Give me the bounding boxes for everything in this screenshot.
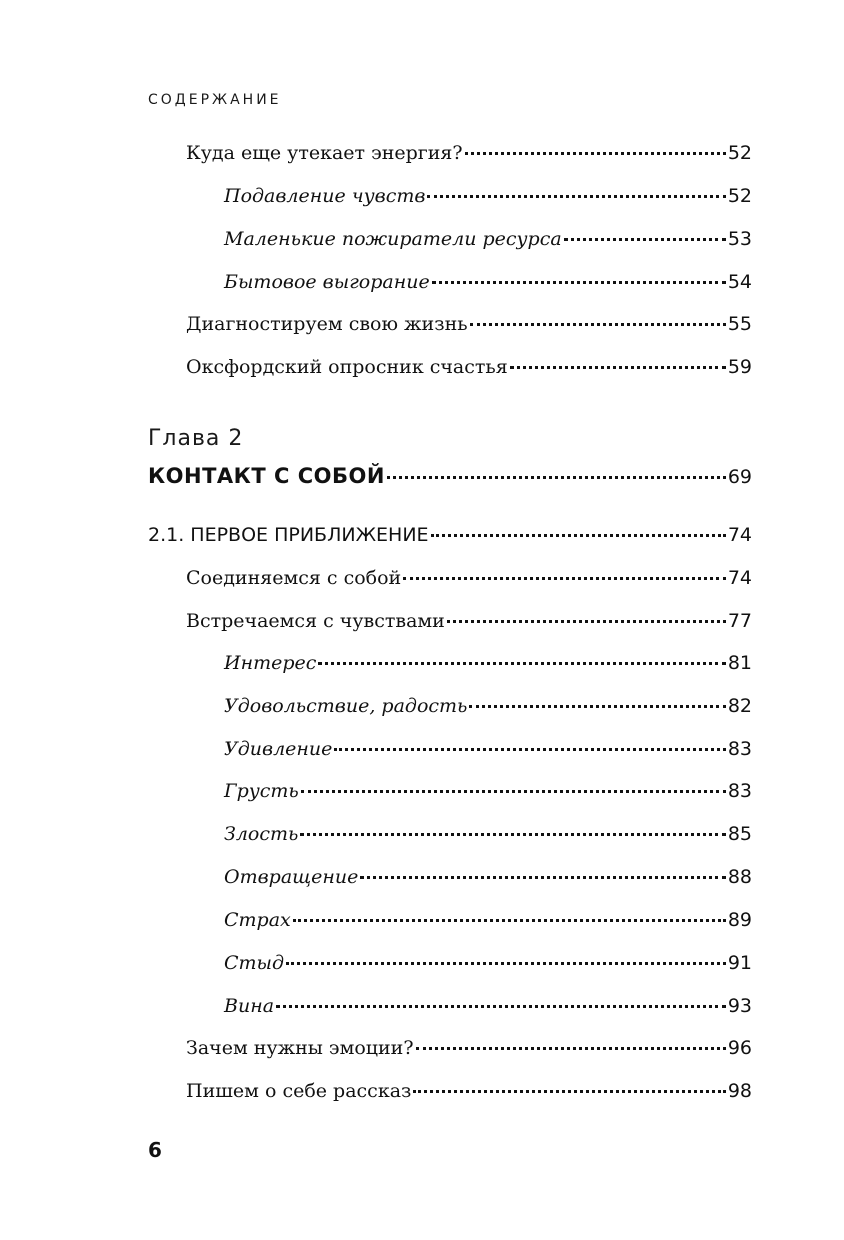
- toc-entry: [186, 356, 752, 388]
- toc-entry-title: Отвращение: [224, 866, 359, 888]
- leader-dots: [300, 833, 725, 836]
- running-head: СОДЕРЖАНИЕ: [148, 92, 282, 108]
- toc-subentry: [224, 952, 752, 984]
- leader-dots: [387, 476, 726, 479]
- toc-entry-title: Страх: [224, 909, 291, 931]
- toc-entry-title: Подавление чувств: [224, 185, 426, 207]
- toc-entry-page: 88: [727, 866, 752, 888]
- toc-entry-title: Оксфордский опросник счастья: [186, 356, 508, 378]
- toc-entry-title: Диагностируем свою жизнь: [186, 313, 468, 335]
- toc-entry-title: Куда еще утекает энергия?: [186, 142, 463, 164]
- toc-entry-title: Злость: [224, 823, 299, 845]
- toc-subentry: [224, 228, 752, 260]
- toc-subentry: [224, 271, 752, 303]
- toc-subentry: [224, 866, 752, 898]
- toc-entry-page: 52: [727, 185, 752, 207]
- leader-dots: [427, 195, 725, 198]
- toc-entry: [186, 610, 752, 642]
- toc-entry-page: 91: [727, 952, 752, 974]
- toc-entry-page: 81: [727, 652, 752, 674]
- toc-entry: [186, 1037, 752, 1069]
- toc-entry-page: 98: [727, 1080, 752, 1102]
- toc-entry-title: Интерес: [224, 652, 317, 674]
- leader-dots: [510, 366, 726, 369]
- toc-entry-page: 83: [727, 780, 752, 802]
- toc-entry-title: Пишем о себе рассказ: [186, 1080, 412, 1102]
- leader-dots: [465, 152, 726, 155]
- leader-dots: [301, 790, 726, 793]
- toc-entry-title: Маленькие пожиратели ресурса: [224, 228, 562, 250]
- toc-subentry: [224, 995, 752, 1027]
- toc-entry-page: 83: [727, 738, 752, 760]
- toc-entry: [186, 1080, 752, 1112]
- toc-subentry: [224, 823, 752, 855]
- leader-dots: [413, 1090, 725, 1093]
- chapter-label: Глава 2: [148, 426, 244, 451]
- toc-entry-page: 55: [727, 313, 752, 335]
- leader-dots: [447, 620, 726, 623]
- leader-dots: [416, 1047, 726, 1050]
- section-title: 2.1. ПЕРВОЕ ПРИБЛИЖЕНИЕ: [148, 524, 429, 546]
- toc-entry-page: 96: [727, 1037, 752, 1059]
- toc-subentry: [224, 738, 752, 770]
- toc-entry-title: Стыд: [224, 952, 285, 974]
- toc-entry-page: 59: [727, 356, 752, 378]
- toc-subentry: [224, 780, 752, 812]
- leader-dots: [403, 577, 726, 580]
- leader-dots: [286, 962, 726, 965]
- leader-dots: [564, 238, 726, 241]
- toc-entry-page: 77: [727, 610, 752, 632]
- toc-entry-page: 52: [727, 142, 752, 164]
- leader-dots: [293, 919, 726, 922]
- toc-entry-page: 89: [727, 909, 752, 931]
- toc-entry: [186, 567, 752, 599]
- toc-entry-page: 53: [727, 228, 752, 250]
- chapter-entry: [148, 464, 752, 496]
- chapter-title: КОНТАКТ С СОБОЙ: [148, 464, 385, 488]
- page-number: 6: [148, 1138, 162, 1162]
- toc-subentry: [224, 695, 752, 727]
- toc-entry: [186, 142, 752, 174]
- toc-subentry: [224, 185, 752, 217]
- toc-entry-title: Вина: [224, 995, 275, 1017]
- toc-entry-page: 93: [727, 995, 752, 1017]
- toc-entry-page: 82: [727, 695, 752, 717]
- toc-entry-title: Соединяемся с собой: [186, 567, 402, 589]
- section-entry: [148, 524, 752, 556]
- chapter-page: 69: [727, 466, 752, 488]
- toc-entry-title: Удивление: [224, 738, 333, 760]
- leader-dots: [470, 323, 726, 326]
- toc-subentry: [224, 652, 752, 684]
- toc-entry-page: 74: [727, 567, 752, 589]
- toc-entry: [186, 313, 752, 345]
- toc-subentry: [224, 909, 752, 941]
- toc-entry-page: 54: [727, 271, 752, 293]
- toc-entry-title: Зачем нужны эмоции?: [186, 1037, 414, 1059]
- leader-dots: [360, 876, 725, 879]
- leader-dots: [431, 534, 726, 537]
- toc-entry-title: Удовольствие, радость: [224, 695, 468, 717]
- toc-entry-title: Бытовое выгорание: [224, 271, 430, 293]
- toc-entry-title: Встречаемся с чувствами: [186, 610, 445, 632]
- leader-dots: [469, 705, 725, 708]
- leader-dots: [318, 662, 725, 665]
- toc-entry-page: 85: [727, 823, 752, 845]
- leader-dots: [276, 1005, 726, 1008]
- toc-entry-title: Грусть: [224, 780, 299, 802]
- section-page: 74: [727, 524, 752, 546]
- leader-dots: [334, 748, 725, 751]
- leader-dots: [432, 281, 726, 284]
